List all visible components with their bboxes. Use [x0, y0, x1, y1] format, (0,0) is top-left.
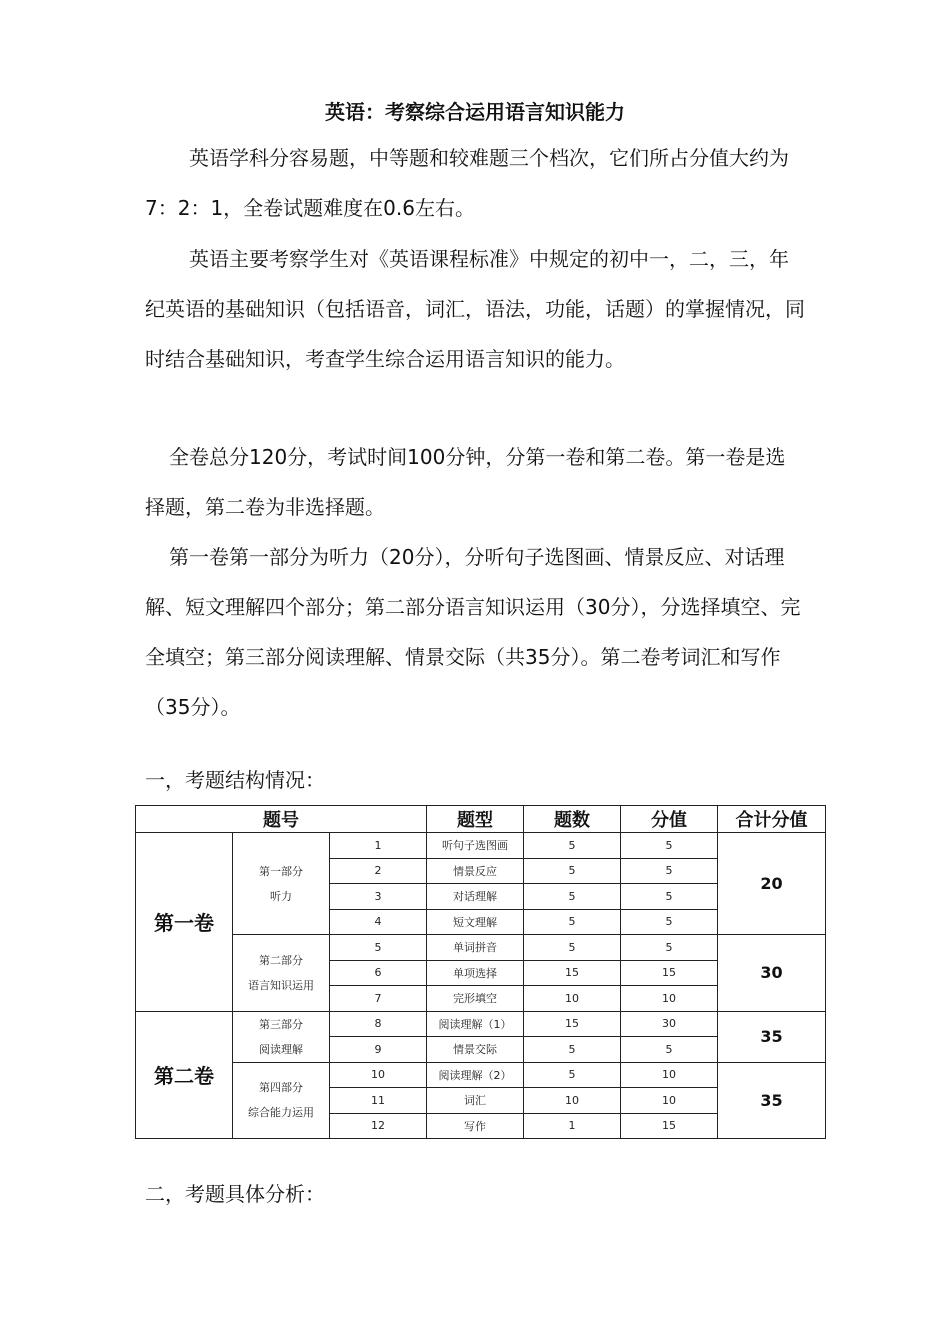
- section-heading-structure: 一，考题结构情况：: [145, 768, 325, 792]
- table-row: [136, 1062, 826, 1088]
- row-type: 情景交际: [427, 1037, 524, 1063]
- row-number: 7: [330, 986, 427, 1012]
- paragraph-total-score: 全卷总分120分，考试时间100分钟，分第一卷和第二卷。第一卷是选择题，第二卷为非选择题。: [145, 445, 786, 519]
- row-score: 30: [621, 1011, 718, 1037]
- row-score: 15: [621, 1113, 718, 1139]
- total-cell: 35: [718, 1011, 826, 1062]
- document-title: 英语：考察综合运用语言知识能力: [325, 100, 625, 124]
- row-score: 5: [621, 833, 718, 859]
- header-number: 题号: [136, 806, 427, 833]
- row-score: 10: [621, 1088, 718, 1114]
- row-count: 5: [524, 1037, 621, 1063]
- row-number: 12: [330, 1113, 427, 1139]
- header-count: 题数: [524, 806, 621, 833]
- section-label: 阅读理解: [259, 1042, 303, 1056]
- section-label: 听力: [270, 889, 292, 903]
- section-label: 语言知识运用: [248, 978, 314, 992]
- row-type: 阅读理解（1）: [427, 1011, 524, 1037]
- total-cell: 30: [718, 935, 826, 1012]
- row-type: 完形填空: [427, 986, 524, 1012]
- row-count: 5: [524, 909, 621, 935]
- row-number: 6: [330, 960, 427, 986]
- row-count: 10: [524, 986, 621, 1012]
- row-number: 3: [330, 884, 427, 910]
- row-count: 5: [524, 935, 621, 961]
- row-type: 对话理解: [427, 884, 524, 910]
- row-number: 2: [330, 858, 427, 884]
- row-number: 9: [330, 1037, 427, 1063]
- row-type: 听句子选图画: [427, 833, 524, 859]
- row-count: 15: [524, 1011, 621, 1037]
- row-score: 5: [621, 935, 718, 961]
- paragraph-difficulty: 英语学科分容易题，中等题和较难题三个档次，它们所占分值大约为7：2：1，全卷试题难度在0.6左右。: [145, 146, 789, 220]
- total-cell: 20: [718, 833, 826, 935]
- table-row: [136, 833, 826, 859]
- section-1-cell: [233, 833, 330, 935]
- row-number: 10: [330, 1062, 427, 1088]
- section-4-cell: [233, 1062, 330, 1139]
- row-count: 10: [524, 1088, 621, 1114]
- row-type: 阅读理解（2）: [427, 1062, 524, 1088]
- section-2-cell: [233, 935, 330, 1012]
- total-cell: 35: [718, 1062, 826, 1139]
- row-count: 5: [524, 833, 621, 859]
- volume-1-cell: 第一卷: [136, 833, 233, 1012]
- section-label: 第三部分: [259, 1017, 303, 1031]
- row-count: 5: [524, 1062, 621, 1088]
- row-count: 5: [524, 884, 621, 910]
- section-label: 第四部分: [259, 1081, 303, 1095]
- row-score: 5: [621, 884, 718, 910]
- volume-2-cell: 第二卷: [136, 1011, 233, 1139]
- section-label: 第二部分: [259, 953, 303, 967]
- row-type: 单项选择: [427, 960, 524, 986]
- table-row: [136, 935, 826, 961]
- row-count: 15: [524, 960, 621, 986]
- row-score: 10: [621, 1062, 718, 1088]
- row-score: 5: [621, 858, 718, 884]
- exam-structure-table: [135, 805, 826, 1139]
- row-count: 5: [524, 858, 621, 884]
- row-score: 5: [621, 909, 718, 935]
- section-3-cell: [233, 1011, 330, 1062]
- row-type: 短文理解: [427, 909, 524, 935]
- row-type: 情景反应: [427, 858, 524, 884]
- row-number: 8: [330, 1011, 427, 1037]
- row-score: 10: [621, 986, 718, 1012]
- table-row: [136, 1011, 826, 1037]
- header-total: 合计分值: [718, 806, 826, 833]
- row-type: 词汇: [427, 1088, 524, 1114]
- section-heading-analysis: 二，考题具体分析：: [145, 1182, 325, 1206]
- row-score: 15: [621, 960, 718, 986]
- row-number: 4: [330, 909, 427, 935]
- row-type: 写作: [427, 1113, 524, 1139]
- table-header-row: [136, 806, 826, 833]
- paragraph-scope: 英语主要考察学生对《英语课程标准》中规定的初中一，二，三，年纪英语的基础知识（包括语音，词汇，语法，功能，话题）的掌握情况，同时结合基础知识，考查学生综合运用语言知识的能力。: [145, 247, 805, 371]
- row-type: 单词拼音: [427, 935, 524, 961]
- paragraph-parts: 第一卷第一部分为听力（20分），分听句子选图画、情景反应、对话理解、短文理解四个部分；第二部分语言知识运用（30分），分选择填空、完全填空；第三部分阅读理解、情景交际（共35分）。第二卷考词汇和写作（35分）。: [145, 545, 801, 719]
- row-number: 5: [330, 935, 427, 961]
- row-score: 5: [621, 1037, 718, 1063]
- section-label: 综合能力运用: [248, 1106, 314, 1120]
- row-number: 11: [330, 1088, 427, 1114]
- row-count: 1: [524, 1113, 621, 1139]
- row-number: 1: [330, 833, 427, 859]
- header-type: 题型: [427, 806, 524, 833]
- header-score: 分值: [621, 806, 718, 833]
- section-label: 第一部分: [259, 864, 303, 878]
